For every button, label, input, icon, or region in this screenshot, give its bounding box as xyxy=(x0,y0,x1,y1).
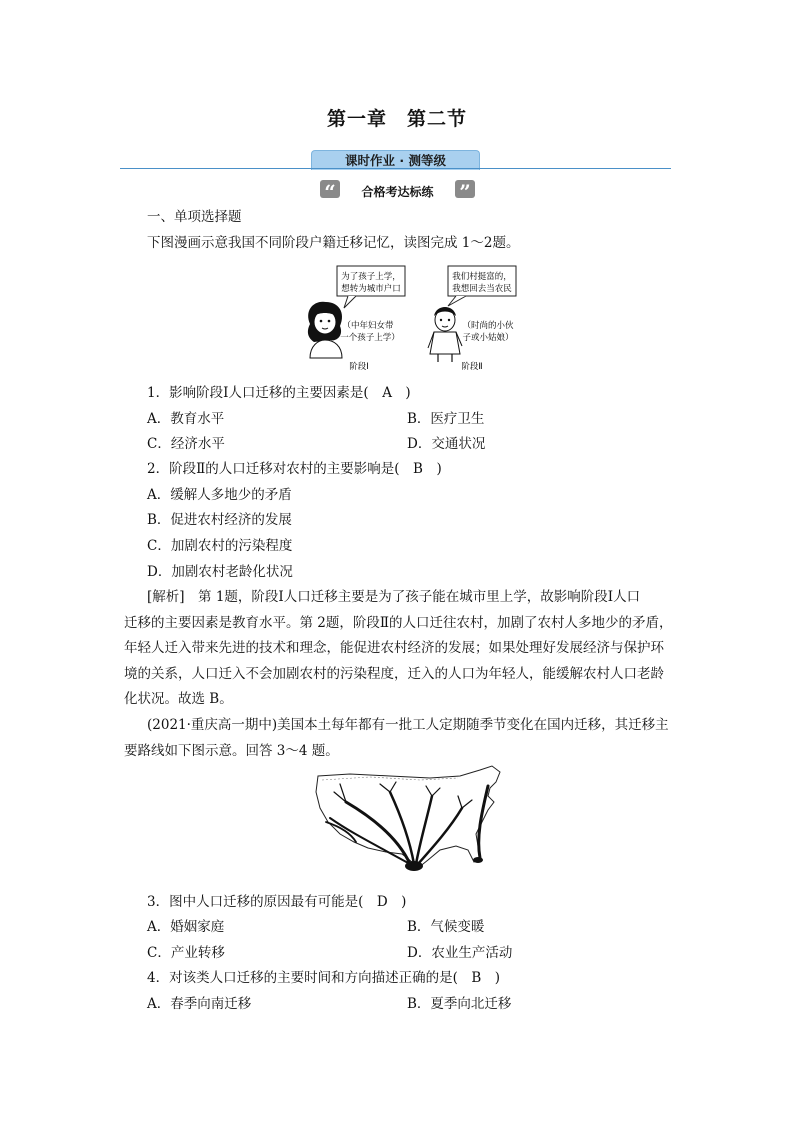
open-quote-icon: “ xyxy=(320,180,340,198)
question-1-option-b: B．医疗卫生 xyxy=(407,411,485,427)
left-caption-line2: 一个孩子上学） xyxy=(340,333,400,343)
level-label xyxy=(320,180,475,202)
intro-text-2-line-2: 要路线如下图示意。回答 3～4 题。 xyxy=(124,743,339,759)
right-caption-line2: 子或小姑娘） xyxy=(462,333,514,343)
question-3-option-c: C．产业转移 xyxy=(147,945,225,961)
question-4-option-b: B．夏季向北迁移 xyxy=(407,996,512,1012)
question-1-option-c: C．经济水平 xyxy=(147,436,225,452)
question-3-option-d: D．农业生产活动 xyxy=(407,945,513,961)
left-stage-label: 阶段Ⅰ xyxy=(349,362,369,372)
question-4-stem: 4．对该类人口迁移的主要时间和方向描述正确的是( B ) xyxy=(147,970,501,986)
level-label-text: 合格考达标练 xyxy=(361,185,434,199)
right-stage-label: 阶段Ⅱ xyxy=(461,362,483,372)
question-3-stem: 3．图中人口迁移的原因最有可能是( D ) xyxy=(147,894,407,910)
analysis-line-4: 境的关系，人口迁入不会加剧农村的污染程度，迁入的人口为年轻人，能缓解农村人口老龄 xyxy=(124,666,664,682)
question-4-option-a: A．春季向南迁移 xyxy=(147,996,252,1012)
question-2-option-d: D．加剧农村老龄化状况 xyxy=(147,564,293,580)
question-2-stem: 2．阶段Ⅱ的人口迁移对农村的主要影响是( B ) xyxy=(147,461,442,477)
left-caption-line1: （中年妇女带 xyxy=(342,321,394,331)
question-1-option-a: A．教育水平 xyxy=(147,411,225,427)
migration-cartoon xyxy=(300,262,530,374)
question-2-option-a: A．缓解人多地少的矛盾 xyxy=(147,487,292,503)
left-bubble-line2: 想转为城市户口 xyxy=(341,284,401,294)
analysis-line-3: 年轻人迁入带来先进的技术和理念，能促进农村经济的发展；如果处理好发展经济与保护环 xyxy=(124,640,664,656)
right-bubble-line1: 我们村挺富的， xyxy=(452,272,512,282)
young-person-figure-icon xyxy=(428,307,462,362)
question-2-option-c: C．加剧农村的污染程度 xyxy=(147,538,293,554)
homework-badge: 课时作业 · 测等级 xyxy=(311,150,480,170)
question-1-stem: 1．影响阶段Ⅰ人口迁移的主要因素是( A ) xyxy=(147,385,411,401)
right-caption-line1: （时尚的小伙 xyxy=(462,321,514,331)
right-bubble-line2: 我想回去当农民 xyxy=(452,284,512,294)
section-heading: 一、单项选择题 xyxy=(147,209,242,225)
analysis-line-2: 迁移的主要因素是教育水平。第 2题，阶段Ⅱ的人口迁往农村，加剧了农村人多地少的矛盾， xyxy=(124,615,673,631)
question-3-option-b: B．气候变暖 xyxy=(407,919,485,935)
left-bubble-line1: 为了孩子上学， xyxy=(341,272,401,282)
question-3-option-a: A．婚姻家庭 xyxy=(147,919,225,935)
page-title: 第一章 第二节 xyxy=(326,108,467,130)
question-1-option-d: D．交通状况 xyxy=(407,436,486,452)
us-migration-map xyxy=(310,762,510,874)
woman-figure-icon xyxy=(308,302,342,358)
us-outline xyxy=(316,766,500,868)
header-rule xyxy=(120,168,671,169)
analysis-line-1: [解析] 第 1题，阶段Ⅰ人口迁移主要是为了孩子能在城市里上学，故影响阶段Ⅰ人口 xyxy=(147,589,641,605)
question-2-option-b: B．促进农村经济的发展 xyxy=(147,512,292,528)
intro-text-1: 下图漫画示意我国不同阶段户籍迁移记忆，读图完成 1～2题。 xyxy=(147,235,520,251)
close-quote-icon: ” xyxy=(455,180,475,198)
intro-text-2-line-1: (2021·重庆高一期中)美国本土每年都有一批工人定期随季节变化在国内迁移，其迁移主 xyxy=(147,717,669,733)
analysis-line-5: 化状况。故选 B。 xyxy=(124,691,233,707)
